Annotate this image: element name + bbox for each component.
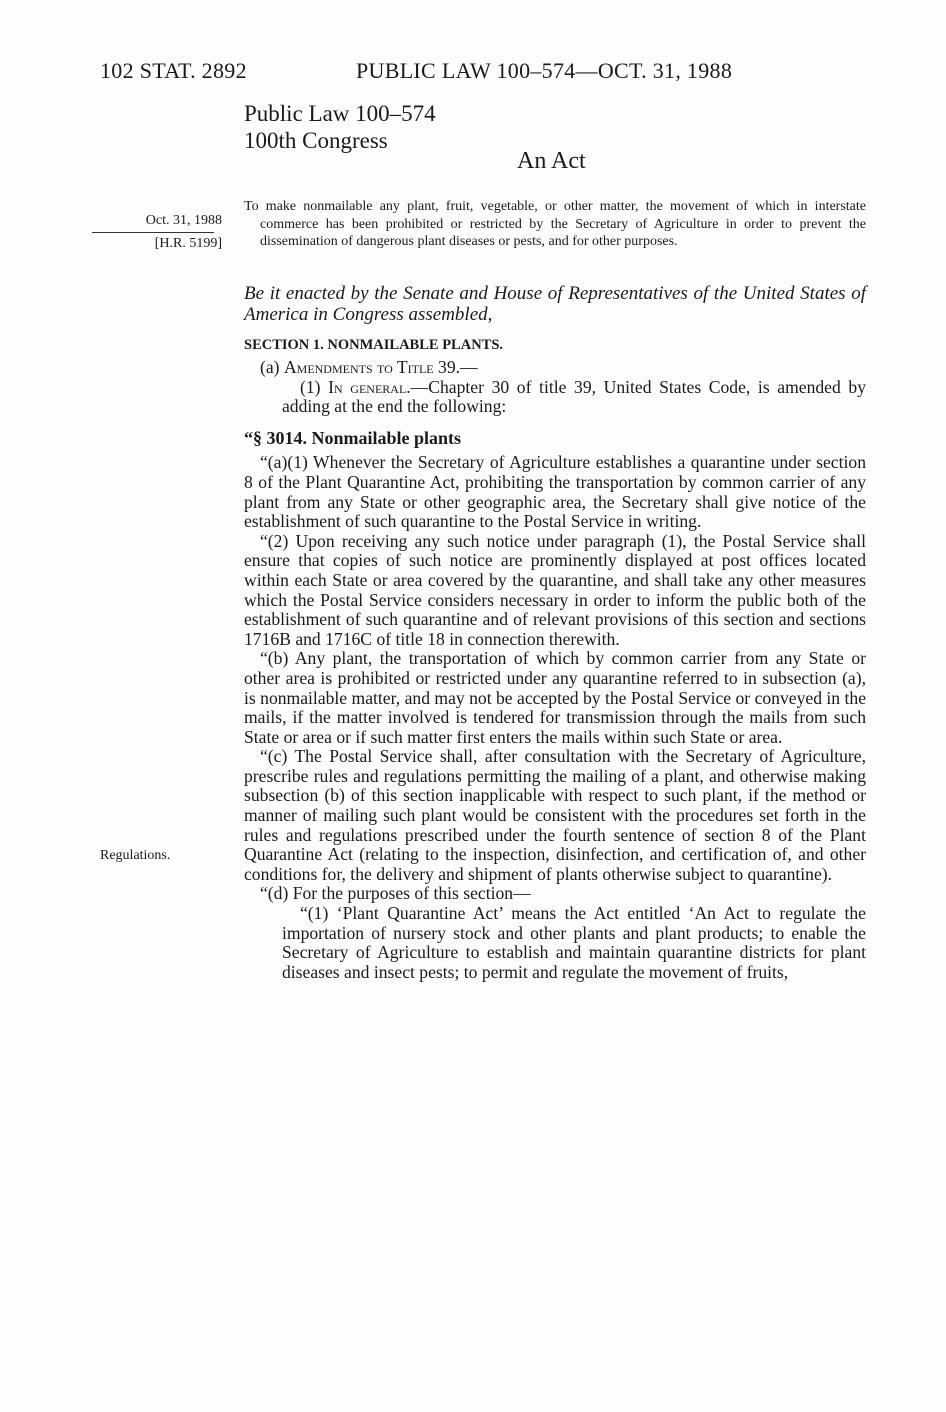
congress-number: 100th Congress bbox=[244, 128, 388, 153]
regulations-margin-note: Regulations. bbox=[100, 848, 171, 863]
enactment-date: Oct. 31, 1988 bbox=[145, 213, 222, 228]
margin-note bbox=[104, 211, 222, 254]
subsection-a-heading: Amendments to Title bbox=[283, 357, 434, 377]
law-body bbox=[244, 358, 866, 982]
purpose-text: To make nonmailable any plant, fruit, vegetable, or other matter, the movement of which in interstate commerce has been prohibited or restricted by the Secretary of Agriculture in order to prevent the dissemination of dangerous plant diseases or pests, and for other purposes. bbox=[244, 199, 866, 249]
paragraph-d1: “(1) ‘Plant Quarantine Act’ means the Act entitled ‘An Act to regulate the importation of nursery stock and other plants and plant products; to enable the Secretary of Agriculture to establish and maintain quarantine districts for plant diseases and insect pests; to permit and regulate the movement of fruits, bbox=[282, 903, 866, 982]
title-block bbox=[244, 100, 436, 154]
paragraph-c: “(c) The Postal Service shall, after consultation with the Secretary of Agriculture, prescribe rules and regulations permitting the mailing of a plant, and otherwise making subsection (b) of this section inapplicable with respect to such plant, if the method or manner of mailing such plant would be consistent with the procedures set forth in the rules and regulations prescribed under the fourth sentence of section 8 of the Plant Quarantine Act (relating to the inspection, disinfection, and certification of, and other conditions for, the delivery and shipment of plants otherwise subject to quarantine). bbox=[244, 746, 866, 884]
purpose-clause bbox=[244, 198, 866, 251]
paragraph-1: (1) In general.—Chapter 30 of title 39, United States Code, is amended by adding at the end the following: bbox=[282, 376, 866, 417]
paragraph-1-heading: In general. bbox=[328, 376, 411, 397]
enacting-clause: Be it enacted by the Senate and House of Representatives of the United States of America in Congress assembled, bbox=[244, 283, 866, 325]
paragraph-a1: “(a)(1) Whenever the Secretary of Agriculture establishes a quarantine under section 8 of the Plant Quarantine Act, prohibiting the transportation by common carrier of any plant from any State or other geographic area, the Secretary shall give notice of the establishment of such quarantine to the Postal Service in writing. bbox=[244, 452, 866, 532]
subsection-a: (a) Amendments to Title 39.— bbox=[260, 357, 478, 377]
act-title: An Act bbox=[517, 148, 586, 174]
public-law-number: Public Law 100–574 bbox=[244, 101, 436, 126]
paragraph-b: “(b) Any plant, the transportation of which by common carrier from any State or other area is prohibited or restricted under any quarantine referred to in subsection (a), is nonmailable matter, and may not be accepted by the Postal Service or conveyed in the mails, if the matter involved is tendered for transmission through the mails from such State or area or if such matter first enters the mails within such State or area. bbox=[244, 648, 866, 747]
running-head: PUBLIC LAW 100–574—OCT. 31, 1988 bbox=[356, 58, 733, 83]
section-heading: SECTION 1. NONMAILABLE PLANTS. bbox=[244, 337, 504, 353]
paragraph-d: “(d) For the purposes of this section— bbox=[260, 883, 531, 904]
bill-number: [H.R. 5199] bbox=[154, 236, 222, 251]
section-3014-heading: “§ 3014. Nonmailable plants bbox=[244, 427, 462, 448]
page-citation: 102 STAT. 2892 bbox=[100, 58, 247, 83]
paragraph-a2: “(2) Upon receiving any such notice under paragraph (1), the Postal Service shall ensure that copies of such notice are prominently displayed at post offices located within each State or area covered by the quarantine, and shall take any other measures which the Postal Service considers necessary in order to inform the public both of the establishment of such quarantine and of relevant provisions of this section and sections 1716B and 1716C of title 18 in connection therewith. bbox=[244, 530, 866, 649]
margin-rule bbox=[92, 232, 214, 233]
